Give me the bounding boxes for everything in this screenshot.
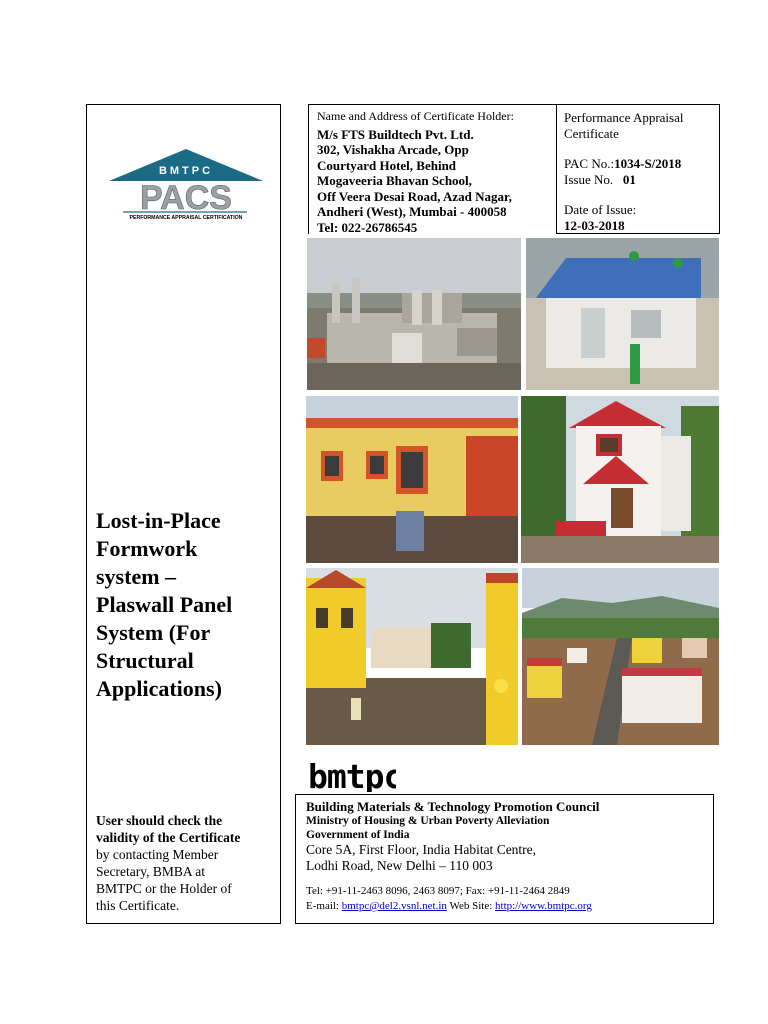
email-label: E-mail:: [306, 900, 342, 912]
date-value: 12-03-2018: [564, 217, 625, 233]
title-line: Formwork: [96, 536, 198, 561]
holder-line: M/s FTS Buildtech Pvt. Ltd.: [317, 126, 474, 142]
pac-value: 1034-S/2018: [614, 156, 682, 171]
email-link[interactable]: bmtpc@del2.vsnl.net.in: [341, 900, 447, 912]
validity-bold-line: User should check the: [96, 813, 223, 828]
council-government: Government of India: [306, 828, 410, 841]
title-line: Plaswall Panel: [96, 592, 233, 617]
document-title: [96, 507, 276, 703]
holder-line: 302, Vishakha Arcade, Opp: [317, 142, 469, 157]
certificate-holder-box: [308, 104, 557, 234]
photo-construction-site: [307, 238, 521, 390]
holder-label: Name and Address of Certificate Holder:: [317, 109, 514, 123]
photo-yellow-house: [306, 396, 518, 563]
photo-blue-roof-house: [526, 238, 719, 390]
council-address-line: Core 5A, First Floor, India Habitat Centre,: [306, 842, 537, 857]
holder-line: Andheri (West), Mumbai - 400058: [317, 204, 507, 219]
issue-number: [564, 172, 719, 188]
title-line: Structural: [96, 648, 194, 673]
title-line: System (For: [96, 620, 211, 645]
certificate-heading: Certificate: [564, 125, 619, 141]
council-ministry: Ministry of Housing & Urban Poverty Alleviation: [306, 815, 550, 827]
title-line: Applications): [96, 676, 222, 701]
title-line: Lost-in-Place: [96, 508, 221, 533]
certificate-heading: Performance Appraisal: [564, 110, 684, 125]
validity-line: BMTPC or the Holder of: [96, 881, 232, 896]
photo-township-aerial: [522, 568, 719, 745]
website-label: Web Site:: [446, 900, 496, 912]
photo-white-red-house: [521, 396, 719, 563]
pac-number: [564, 156, 719, 172]
council-name: Building Materials & Technology Promotion Council: [306, 799, 600, 814]
holder-line: Tel: 022-26786545: [317, 219, 418, 235]
issue-label: Issue No.: [564, 171, 614, 187]
pacs-logo: [105, 147, 267, 221]
certificate-info-box: [556, 104, 720, 234]
pacs-logo-main-text: PACS: [140, 179, 232, 217]
holder-line: Courtyard Hotel, Behind: [317, 157, 457, 173]
validity-bold-line: validity of the Certificate: [96, 830, 241, 845]
council-address-line: Lodhi Road, New Delhi – 110 003: [306, 858, 493, 873]
validity-line: by contacting Member: [96, 847, 219, 862]
photo-yellow-houses-street: [306, 568, 518, 745]
council-email-web: [306, 899, 713, 914]
left-panel: [86, 104, 281, 924]
validity-line: Secretary, BMBA at: [96, 864, 205, 879]
date-label: Date of Issue:: [564, 202, 637, 217]
issue-value: 01: [622, 171, 636, 187]
pacs-logo-subtitle: PERFORMANCE APPRAISAL CERTIFICATION: [129, 215, 243, 221]
bmtpc-logo: [308, 758, 396, 792]
title-line: system –: [96, 564, 177, 589]
holder-line: Off Veera Desai Road, Azad Nagar,: [317, 188, 512, 204]
pacs-logo-top-text: BMTPC: [158, 165, 214, 177]
pac-label: PAC No.:: [564, 156, 615, 171]
bmtpc-logo-text: bmtpc: [308, 758, 396, 792]
council-tel-fax: Tel: +91-11-2463 8096, 2463 8097; Fax: +91-11-2464 2849: [306, 885, 570, 897]
holder-line: Mogaveeria Bhavan School,: [317, 173, 472, 188]
council-info-box: [295, 794, 714, 924]
validity-line: this Certificate.: [96, 898, 180, 913]
validity-note: [96, 812, 278, 914]
website-link[interactable]: http://www.bmtpc.org: [495, 900, 592, 912]
